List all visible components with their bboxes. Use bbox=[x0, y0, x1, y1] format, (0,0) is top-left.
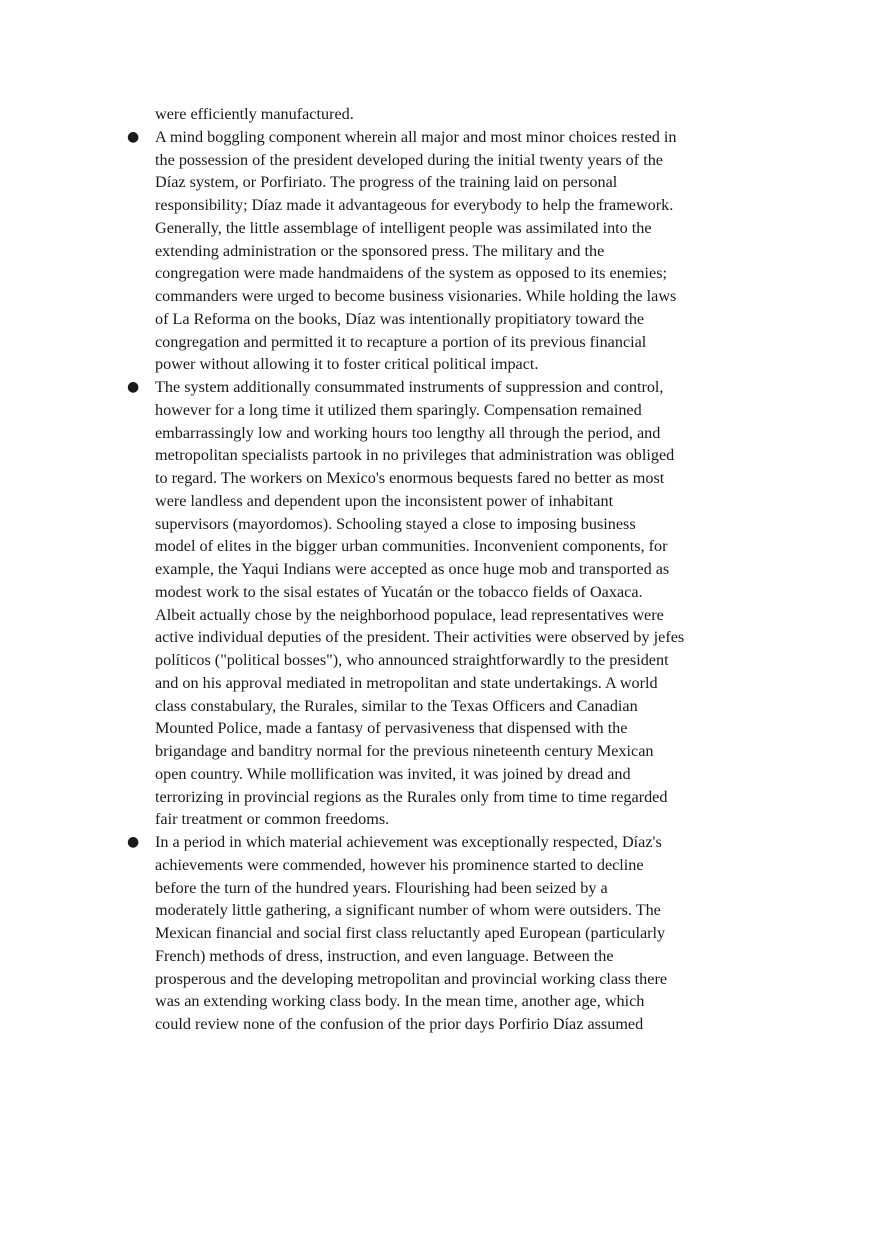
text-line: fair treatment or common freedoms. bbox=[155, 810, 390, 829]
bullet-list bbox=[127, 126, 725, 1036]
text-line: of La Reforma on the books, Díaz was intentionally propitiatory toward the bbox=[155, 309, 645, 328]
text-line: to regard. The workers on Mexico's enormous bequests fared no better as most bbox=[155, 469, 665, 487]
text-line: open country. While mollification was invited, it was joined by dread and bbox=[155, 764, 631, 783]
bullet-item bbox=[127, 376, 725, 831]
text-line: Generally, the little assemblage of intelligent people was assimilated into the bbox=[155, 218, 652, 237]
text-line: políticos ("political bosses"), who announced straightforwardly to the president bbox=[155, 651, 669, 669]
text-line: commanders were urged to become business visionaries. While holding the laws bbox=[155, 287, 677, 305]
text-line: was an extending working class body. In the mean time, another age, which bbox=[155, 992, 645, 1011]
text-line: the possession of the president developed during the initial twenty years of the bbox=[155, 150, 663, 169]
text-line: were efficiently manufactured. bbox=[155, 105, 354, 123]
bullet-item bbox=[127, 831, 725, 1036]
text-line: Mexican financial and social first class reluctantly aped European (particularly bbox=[155, 924, 666, 942]
text-line: moderately little gathering, a significant number of whom were outsiders. The bbox=[155, 901, 661, 920]
text-line: metropolitan specialists partook in no privileges that administration was obliged bbox=[155, 446, 675, 465]
text-line: In a period in which material achievement was exceptionally respected, Díaz's bbox=[155, 833, 662, 851]
text-line: model of elites in the bigger urban communities. Inconvenient components, for bbox=[155, 537, 668, 556]
text-line: achievements were commended, however his prominence started to decline bbox=[155, 855, 644, 874]
text-line: Albeit actually chose by the neighborhood populace, lead representatives were bbox=[155, 605, 664, 624]
text-line: French) methods of dress, instruction, and even language. Between the bbox=[155, 946, 614, 965]
text-line: however for a long time it utilized them sparingly. Compensation remained bbox=[155, 400, 642, 419]
bullet-dot-icon: ● bbox=[127, 128, 140, 145]
text-line: could review none of the confusion of the prior days Porfirio Díaz assumed bbox=[155, 1015, 644, 1033]
text-line: supervisors (mayordomos). Schooling stayed a close to imposing business bbox=[155, 514, 636, 533]
text-line: A mind boggling component wherein all major and most minor choices rested in bbox=[155, 127, 677, 146]
text-line: before the turn of the hundred years. Flourishing had been seized by a bbox=[155, 878, 608, 897]
continuation-paragraph bbox=[155, 103, 725, 126]
text-line: embarrassingly low and working hours too lengthy all through the period, and bbox=[155, 423, 661, 442]
text-line: congregation were made handmaidens of the system as opposed to its enemies; bbox=[155, 264, 668, 283]
text-line: and on his approval mediated in metropolitan and state undertakings. A world bbox=[155, 673, 658, 692]
text-line: terrorizing in provincial regions as the Rurales only from time to time regarded bbox=[155, 787, 668, 806]
text-line: power without allowing it to foster critical political impact. bbox=[155, 355, 539, 374]
bullet-dot-icon: ● bbox=[127, 834, 140, 850]
text-line: Díaz system, or Porfiriato. The progress of the training laid on personal bbox=[155, 173, 618, 192]
bullet-item bbox=[127, 126, 725, 376]
text-line: Mounted Police, made a fantasy of pervasiveness that dispensed with the bbox=[155, 719, 628, 738]
text-line: extending administration or the sponsored press. The military and the bbox=[155, 241, 605, 260]
document-body bbox=[127, 103, 725, 1036]
text-line: class constabulary, the Rurales, similar to the Texas Officers and Canadian bbox=[155, 696, 638, 715]
text-line: were landless and dependent upon the inconsistent power of inhabitant bbox=[155, 491, 614, 510]
text-line: prosperous and the developing metropolitan and provincial working class there bbox=[155, 969, 668, 988]
text-line: responsibility; Díaz made it advantageous for everybody to help the framework. bbox=[155, 196, 674, 214]
text-line: active individual deputies of the president. Their activities were observed by jefes bbox=[155, 628, 685, 647]
text-line: The system additionally consummated instruments of suppression and control, bbox=[155, 378, 664, 396]
bullet-dot-icon: ● bbox=[127, 379, 140, 395]
text-line: congregation and permitted it to recapture a portion of its previous financial bbox=[155, 332, 647, 351]
text-line: brigandage and banditry normal for the previous nineteenth century Mexican bbox=[155, 742, 654, 760]
text-line: example, the Yaqui Indians were accepted as once huge mob and transported as bbox=[155, 560, 670, 578]
text-line: modest work to the sisal estates of Yucatán or the tobacco fields of Oaxaca. bbox=[155, 582, 643, 601]
